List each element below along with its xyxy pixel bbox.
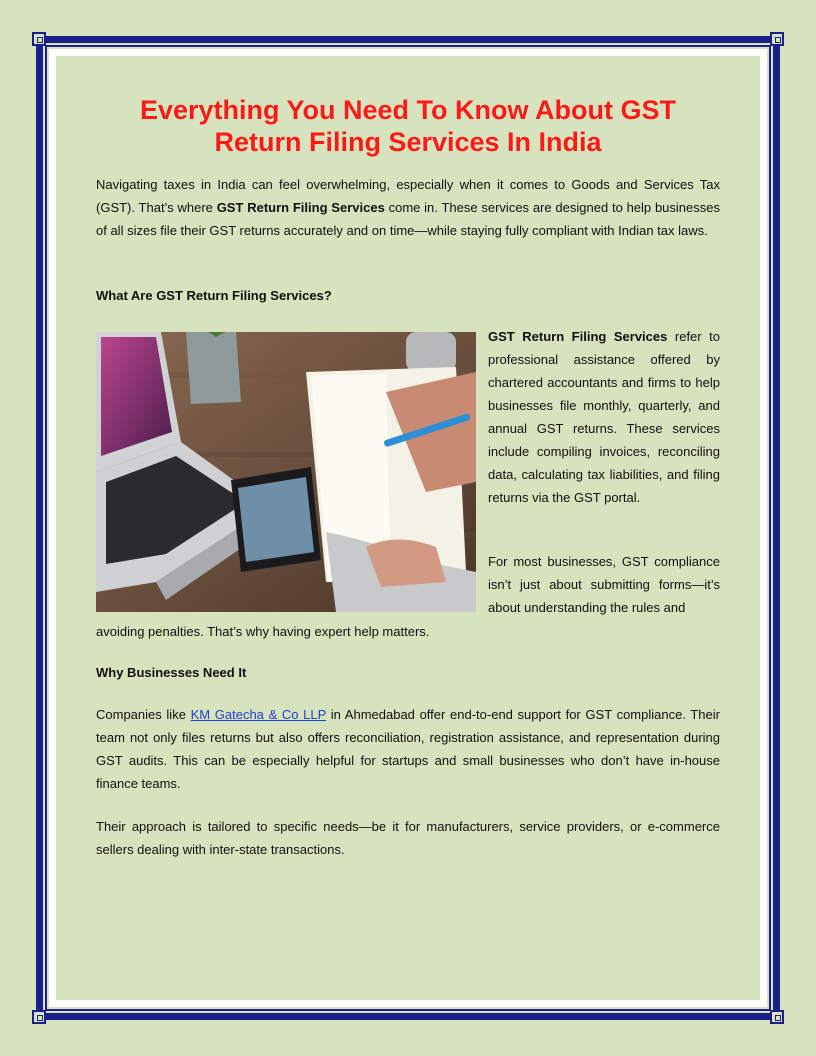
photo-illustration: [96, 332, 476, 612]
section-heading-why: Why Businesses Need It: [96, 665, 247, 680]
intro-bold-term: GST Return Filing Services: [216, 200, 385, 215]
laptop-phone-photo: [96, 332, 476, 612]
what-paragraph-2-bottom: avoiding penalties. That’s why having expert help matters.: [96, 624, 430, 639]
intro-text-1: Navigating taxes in India can feel overwhelming, especially when it comes to Goods and Services Tax (GST). That’s where: [96, 177, 720, 215]
why-paragraph-1: [96, 703, 720, 795]
border-corner-ornament: [770, 1010, 784, 1024]
why-paragraph-2: Their approach is tailored to specific needs—be it for manufacturers, service providers, or e-commerce sellers dealing with inter-state transactions.: [96, 819, 720, 857]
border-corner-ornament: [770, 32, 784, 46]
intro-text-2: come in. These services are designed to help businesses of all sizes file their GST returns accurately and on time—while staying fully compliant with Indian tax laws.: [96, 200, 720, 238]
border-corner-ornament: [32, 1010, 46, 1024]
border-corner-ornament: [32, 32, 46, 46]
what-paragraph-2-top: For most businesses, GST compliance isn’t just about submitting forms—it’s about understanding the rules and: [488, 554, 720, 615]
what-text: refer to professional assistance offered by chartered accountants and firms to help businesses file monthly, quarterly, and annual GST returns. These services include compiling invoices, reconciling data, calculating tax liabilities, and filing returns via the GST portal.: [488, 329, 720, 505]
what-bold-term: GST Return Filing Services: [488, 329, 668, 344]
what-paragraph-1: [488, 325, 720, 509]
km-gatecha-link[interactable]: KM Gatecha & Co LLP: [190, 707, 327, 722]
document-title: Everything You Need To Know About GST Return Filing Services In India: [139, 95, 676, 157]
why-text-prefix: Companies like: [96, 707, 191, 722]
section-heading-what: What Are GST Return Filing Services?: [96, 288, 332, 303]
why-text-rest: in Ahmedabad offer end-to-end support for GST compliance. Their team not only files returns but also offers reconciliation, registration assistance, and representation during GST audits. This can be especially helpful for startups and small businesses who don’t have in-house finance teams.: [96, 707, 720, 791]
intro-paragraph: [96, 173, 720, 242]
